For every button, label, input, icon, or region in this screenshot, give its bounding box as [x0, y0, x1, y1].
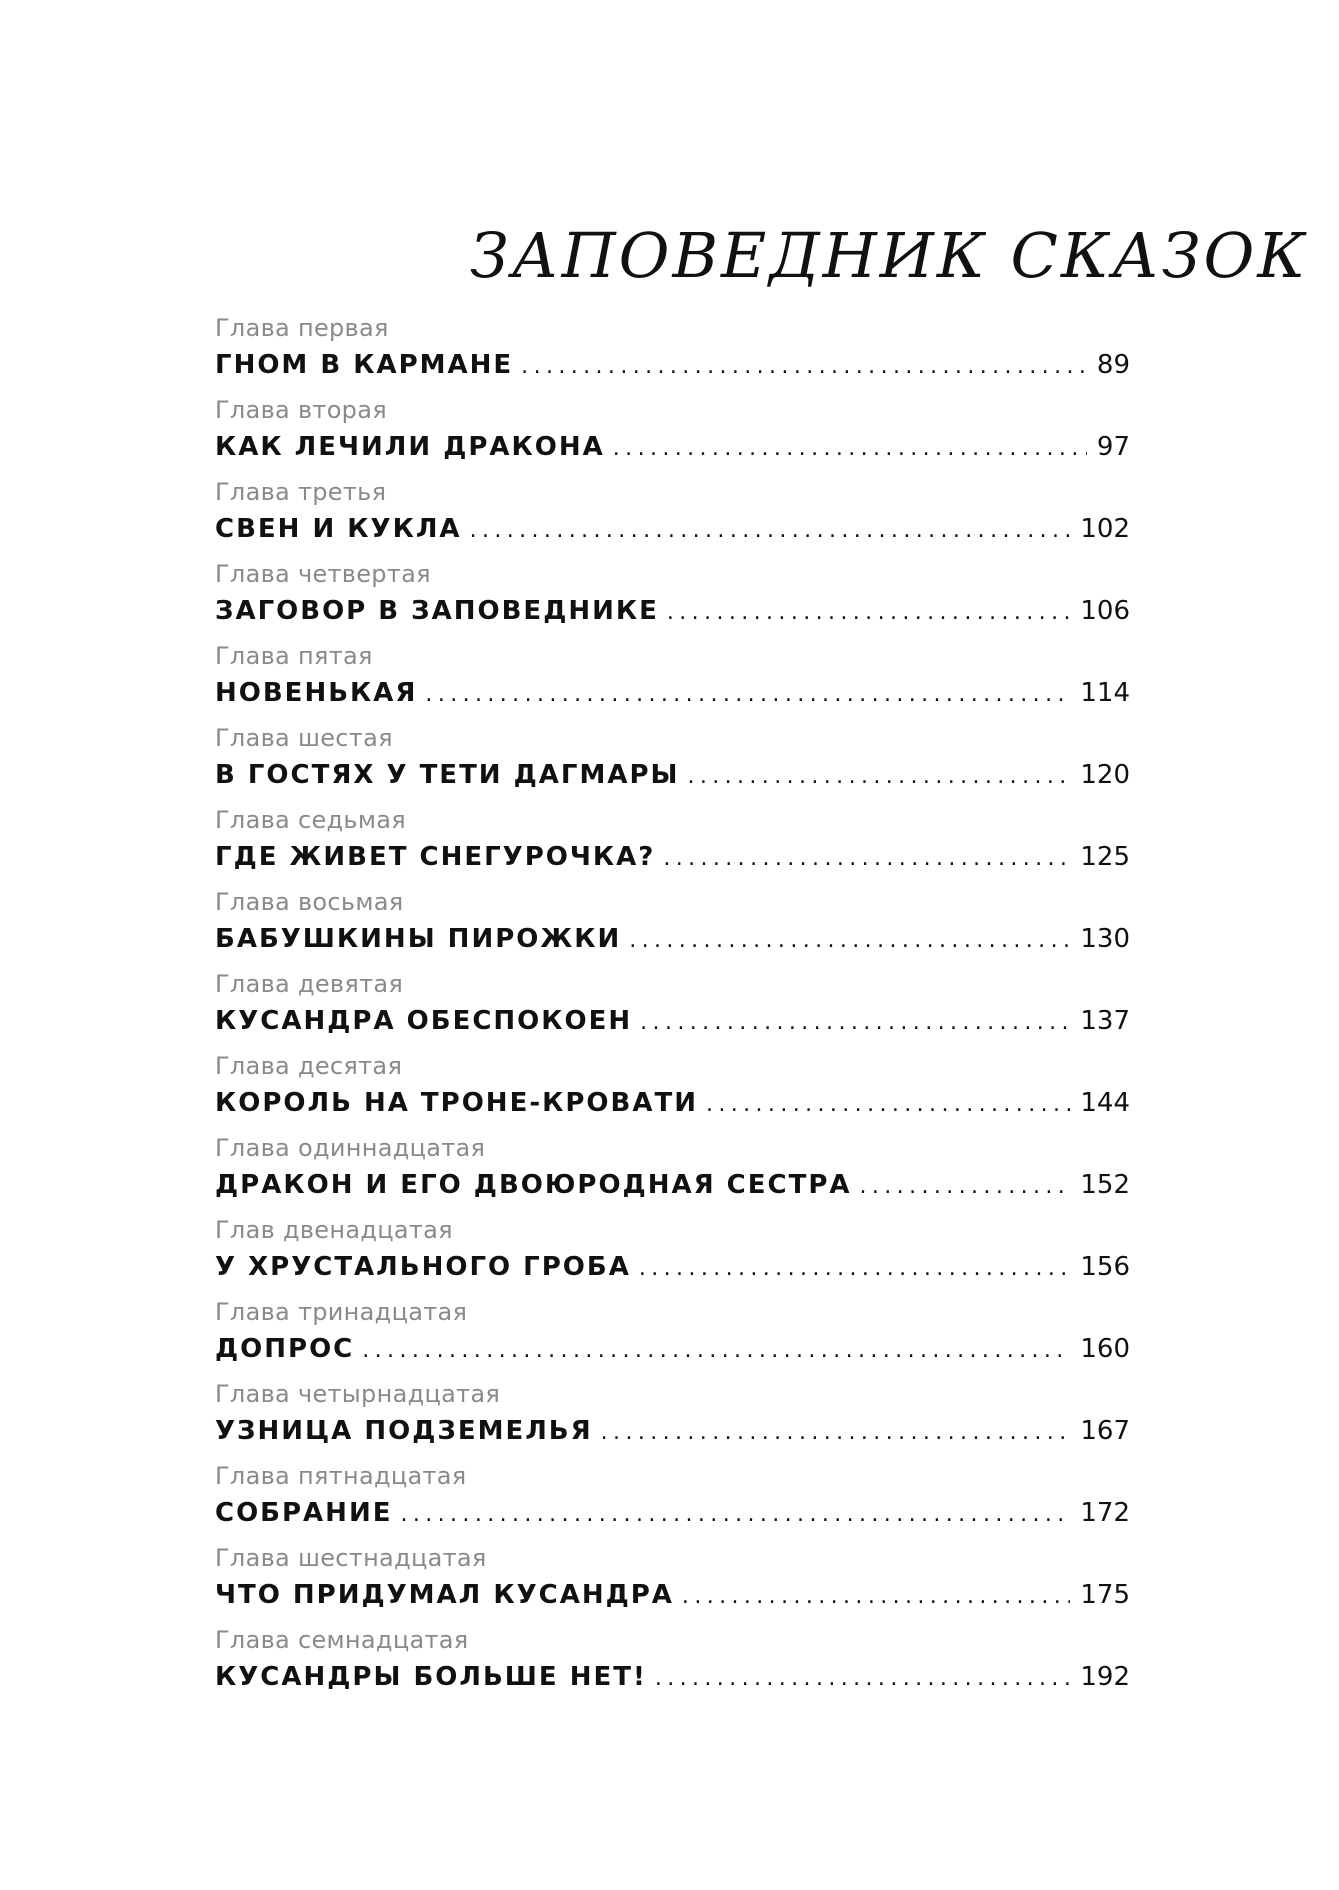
page-number[interactable]: 97: [1096, 432, 1130, 462]
dot-leader: [425, 682, 1070, 707]
chapter-label: Глава тринадцатая: [215, 1298, 468, 1326]
chapter-title[interactable]: КОРОЛЬ НА ТРОНЕ-КРОВАТИ: [215, 1088, 698, 1118]
chapter-label: Глава семнадцатая: [215, 1626, 469, 1654]
dot-leader: [613, 436, 1087, 461]
toc-entry[interactable]: [215, 887, 1130, 969]
chapter-title-row: [215, 512, 1130, 546]
chapter-title[interactable]: ЧТО ПРИДУМАЛ КУСАНДРА: [215, 1580, 674, 1610]
toc-entry[interactable]: [215, 969, 1130, 1051]
chapter-label: Глава шестнадцатая: [215, 1544, 487, 1572]
dot-leader: [860, 1174, 1071, 1199]
chapter-title-row: [215, 1332, 1130, 1366]
chapter-title-row: [215, 1250, 1130, 1284]
dot-leader: [400, 1502, 1070, 1527]
chapter-label: Глава пятнадцатая: [215, 1462, 467, 1490]
chapter-label: Глава одиннадцатая: [215, 1134, 486, 1162]
page-number[interactable]: 89: [1096, 350, 1130, 380]
dot-leader: [521, 354, 1087, 379]
page-number[interactable]: 144: [1080, 1088, 1130, 1118]
page-number[interactable]: 160: [1080, 1334, 1130, 1364]
chapter-title-row: [215, 1578, 1130, 1612]
toc-entry[interactable]: [215, 1461, 1130, 1543]
page-number[interactable]: 152: [1080, 1170, 1130, 1200]
chapter-label: Глава четырнадцатая: [215, 1380, 501, 1408]
toc-entry[interactable]: [215, 805, 1130, 887]
toc-entry[interactable]: [215, 641, 1130, 723]
chapter-title[interactable]: СОБРАНИЕ: [215, 1498, 393, 1528]
page-number[interactable]: 167: [1080, 1416, 1130, 1446]
chapter-title-row: [215, 1660, 1130, 1694]
chapter-title[interactable]: ЗАГОВОР В ЗАПОВЕДНИКЕ: [215, 596, 659, 626]
toc-entry[interactable]: [215, 559, 1130, 641]
chapter-label: Глава вторая: [215, 396, 387, 424]
chapter-label: Глава девятая: [215, 970, 404, 998]
chapter-title-row: [215, 676, 1130, 710]
dot-leader: [470, 518, 1071, 543]
toc-entry[interactable]: [215, 1215, 1130, 1297]
chapter-title[interactable]: УЗНИЦА ПОДЗЕМЕЛЬЯ: [215, 1416, 593, 1446]
toc-entry[interactable]: [215, 477, 1130, 559]
chapter-title[interactable]: КАК ЛЕЧИЛИ ДРАКОНА: [215, 432, 605, 462]
chapter-title-row: [215, 348, 1130, 382]
chapter-title[interactable]: У ХРУСТАЛЬНОГО ГРОБА: [215, 1252, 631, 1282]
page-number[interactable]: 175: [1080, 1580, 1130, 1610]
dot-leader: [663, 846, 1070, 871]
dot-leader: [655, 1666, 1071, 1691]
chapter-title-row: [215, 1168, 1130, 1202]
toc-entry[interactable]: [215, 1133, 1130, 1215]
chapter-label: Глав двенадцатая: [215, 1216, 453, 1244]
chapter-title-row: [215, 1496, 1130, 1530]
toc-entry[interactable]: [215, 313, 1130, 395]
toc-entry[interactable]: [215, 1543, 1130, 1625]
chapter-title[interactable]: ГНОМ В КАРМАНЕ: [215, 350, 514, 380]
dot-leader: [639, 1256, 1071, 1281]
chapter-label: Глава первая: [215, 314, 389, 342]
chapter-title[interactable]: ГДЕ ЖИВЕТ СНЕГУРОЧКА?: [215, 842, 656, 872]
chapter-label: Глава десятая: [215, 1052, 403, 1080]
page-number[interactable]: 192: [1080, 1662, 1130, 1692]
chapter-label: Глава восьмая: [215, 888, 404, 916]
chapter-title-row: [215, 922, 1130, 956]
chapter-title[interactable]: НОВЕНЬКАЯ: [215, 678, 418, 708]
table-of-contents: [215, 313, 1130, 1707]
toc-entry[interactable]: [215, 395, 1130, 477]
toc-entry[interactable]: [215, 723, 1130, 805]
chapter-title[interactable]: В ГОСТЯХ У ТЕТИ ДАГМАРЫ: [215, 760, 680, 790]
page-number[interactable]: 120: [1080, 760, 1130, 790]
toc-entry[interactable]: [215, 1625, 1130, 1707]
dot-leader: [687, 764, 1070, 789]
chapter-title-row: [215, 430, 1130, 464]
chapter-title[interactable]: БАБУШКИНЫ ПИРОЖКИ: [215, 924, 622, 954]
dot-leader: [629, 928, 1070, 953]
chapter-title[interactable]: ДОПРОС: [215, 1334, 355, 1364]
chapter-title-row: [215, 594, 1130, 628]
chapter-title[interactable]: КУСАНДРА ОБЕСПОКОЕН: [215, 1006, 633, 1036]
page-number[interactable]: 130: [1080, 924, 1130, 954]
chapter-label: Глава шестая: [215, 724, 393, 752]
chapter-title-row: [215, 1086, 1130, 1120]
page-number[interactable]: 125: [1080, 842, 1130, 872]
page-number[interactable]: 137: [1080, 1006, 1130, 1036]
chapter-title[interactable]: ДРАКОН И ЕГО ДВОЮРОДНАЯ СЕСТРА: [215, 1170, 852, 1200]
dot-leader: [682, 1584, 1070, 1609]
chapter-label: Глава пятая: [215, 642, 373, 670]
dot-leader: [706, 1092, 1070, 1117]
toc-entry[interactable]: [215, 1379, 1130, 1461]
toc-entry[interactable]: [215, 1051, 1130, 1133]
page-number[interactable]: 106: [1080, 596, 1130, 626]
chapter-label: Глава четвертая: [215, 560, 431, 588]
chapter-title-row: [215, 840, 1130, 874]
dot-leader: [640, 1010, 1070, 1035]
page-number[interactable]: 102: [1080, 514, 1130, 544]
page-number[interactable]: 156: [1080, 1252, 1130, 1282]
chapter-title-row: [215, 1414, 1130, 1448]
chapter-label: Глава седьмая: [215, 806, 407, 834]
chapter-title-row: [215, 758, 1130, 792]
chapter-title-row: [215, 1004, 1130, 1038]
dot-leader: [362, 1338, 1070, 1363]
page-title: ЗАПОВЕДНИК СКАЗОК: [470, 219, 1309, 292]
chapter-title[interactable]: СВЕН И КУКЛА: [215, 514, 462, 544]
chapter-label: Глава третья: [215, 478, 387, 506]
chapter-title[interactable]: КУСАНДРЫ БОЛЬШЕ НЕТ!: [215, 1662, 647, 1692]
toc-entry[interactable]: [215, 1297, 1130, 1379]
dot-leader: [667, 600, 1070, 625]
dot-leader: [601, 1420, 1071, 1445]
page-number[interactable]: 172: [1080, 1498, 1130, 1528]
page-number[interactable]: 114: [1080, 678, 1130, 708]
